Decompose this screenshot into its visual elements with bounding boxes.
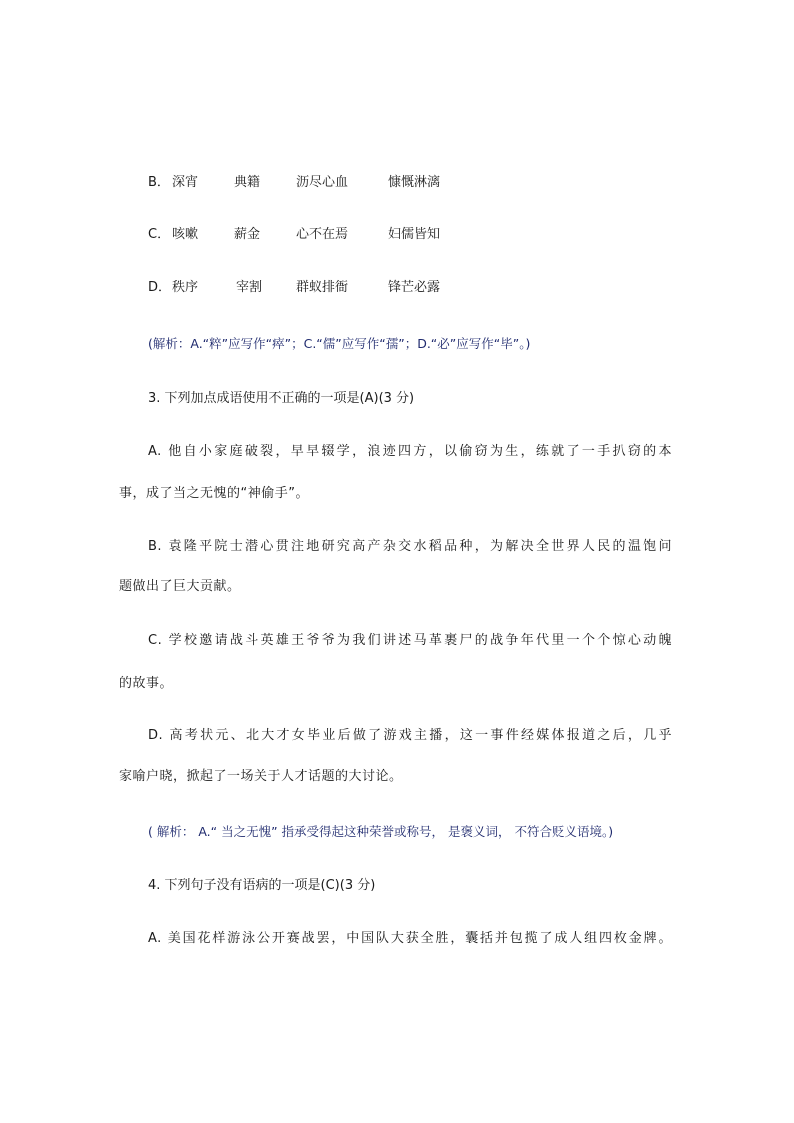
option-word: 薪金 [234, 227, 261, 242]
analysis-q3: ( 解析： A.“ 当之无愧” 指承受得起这种荣誉或称号， 是褒义词， 不符合贬义语境。) [148, 824, 614, 839]
option-word: 心不在焉 [296, 227, 349, 242]
option-word: 典籍 [234, 175, 261, 190]
option-word: 沥尽心血 [296, 175, 349, 190]
option-word: 宰割 [236, 280, 263, 295]
option-word: 秩序 [172, 280, 199, 295]
option-word: 妇儒皆知 [388, 227, 441, 242]
q3-option-c-line2: 的故事。 [119, 676, 174, 691]
option-letter: D． [148, 280, 172, 295]
option-word: 群蚁排衙 [296, 280, 349, 295]
q3-option-b-line1: B. 袁隆平院士潜心贯注地研究高产杂交水稻品种，为解决全世界人民的温饱问 [148, 539, 672, 554]
analysis-q2: (解析：A.“粹”应写作“瘁”；C.“儒”应写作“孺”；D.“必”应写作“毕”。) [148, 336, 531, 351]
option-word: 锋芒必露 [388, 280, 441, 295]
question-4-stem: 4. 下列句子没有语病的一项是(C)(3 分) [148, 878, 376, 893]
question-3-stem: 3. 下列加点成语使用不正确的一项是(A)(3 分) [148, 391, 415, 406]
q3-option-b-line2: 题做出了巨大贡献。 [119, 579, 241, 594]
option-letter: C． [148, 227, 171, 242]
q3-option-d-line1: D. 高考状元、北大才女毕业后做了游戏主播，这一事件经媒体报道之后，几乎 [148, 728, 672, 743]
option-word: 咳嗽 [172, 227, 199, 242]
option-letter: B． [148, 175, 170, 190]
option-word: 深宵 [172, 175, 199, 190]
q3-option-d-line2: 家喻户晓，掀起了一场关于人才话题的大讨论。 [119, 769, 403, 784]
q3-option-a-line1: A. 他自小家庭破裂，早早辍学，浪迹四方，以偷窃为生，练就了一手扒窃的本 [148, 444, 672, 459]
q4-option-a-line1: A. 美国花样游泳公开赛战罢，中国队大获全胜，囊括并包揽了成人组四枚金牌。 [148, 931, 672, 946]
q3-option-c-line1: C. 学校邀请战斗英雄王爷爷为我们讲述马革裹尸的战争年代里一个个惊心动魄 [148, 633, 672, 648]
option-word: 慷慨淋漓 [388, 175, 441, 190]
q3-option-a-line2: 事，成了当之无愧的“神偷手”。 [119, 486, 309, 501]
